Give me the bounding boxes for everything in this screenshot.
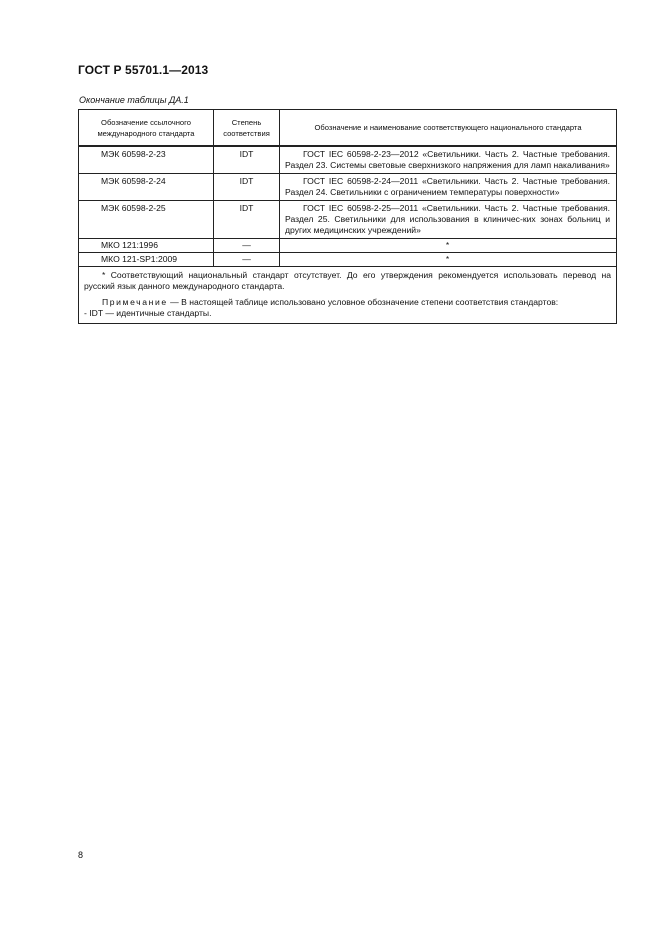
header-degree: Степень соответствия — [214, 110, 280, 147]
table-row — [79, 253, 617, 267]
national-standard-name: * — [280, 253, 617, 267]
header-national-standard: Обозначение и наименование соответствующего национального стандарта — [280, 110, 617, 147]
remark-label: Примечание — [102, 297, 168, 307]
degree-value: — — [214, 253, 280, 267]
degree-value: IDT — [214, 174, 280, 201]
national-standard-name: ГОСТ IEC 60598-2-25—2011 «Светильники. Часть 2. Частные требования. Раздел 25. Светильники для использования в клиничес-ких зонах больниц и других медицинских учреждений» — [280, 201, 617, 239]
table-row — [79, 174, 617, 201]
remark-item: - IDT — идентичные стандарты. — [84, 308, 212, 318]
table-notes — [79, 267, 617, 324]
international-code: МЭК 60598-2-23 — [79, 146, 214, 174]
international-code: МЭК 60598-2-24 — [79, 174, 214, 201]
table-notes-row — [79, 267, 617, 324]
page-number: 8 — [78, 850, 84, 860]
document-title: ГОСТ Р 55701.1—2013 — [78, 63, 209, 77]
national-standard-name: ГОСТ IEC 60598-2-23—2012 «Светильники. Часть 2. Частные требования. Раздел 23. Системы световые сверхнизкого напряжения для ламп накаливания» — [280, 146, 617, 174]
national-standard-name: ГОСТ IEC 60598-2-24—2011 «Светильники. Часть 2. Частные требования. Раздел 24. Светильники с ограничением температуры поверхности» — [280, 174, 617, 201]
international-code: МЭК 60598-2-25 — [79, 201, 214, 239]
national-standard-name: * — [280, 239, 617, 253]
table-row — [79, 146, 617, 174]
degree-value: IDT — [214, 146, 280, 174]
standards-table — [78, 109, 617, 324]
table-header-row — [79, 110, 617, 147]
table-row — [79, 201, 617, 239]
degree-value: — — [214, 239, 280, 253]
table-caption: Окончание таблицы ДА.1 — [79, 95, 189, 105]
international-code: МКО 121-SP1:2009 — [79, 253, 214, 267]
footnote: * Соответствующий национальный стандарт отсутствует. До его утверждения рекомендуется использовать перевод на русский язык данного международного стандарта. — [84, 270, 611, 291]
remark-text: — В настоящей таблице использовано условное обозначение степени соответствия стандартов: — [167, 297, 559, 307]
header-international-standard: Обозначение ссылочного международного стандарта — [79, 110, 214, 147]
remark — [84, 297, 611, 308]
degree-value: IDT — [214, 201, 280, 239]
international-code: МКО 121:1996 — [79, 239, 214, 253]
table-row — [79, 239, 617, 253]
